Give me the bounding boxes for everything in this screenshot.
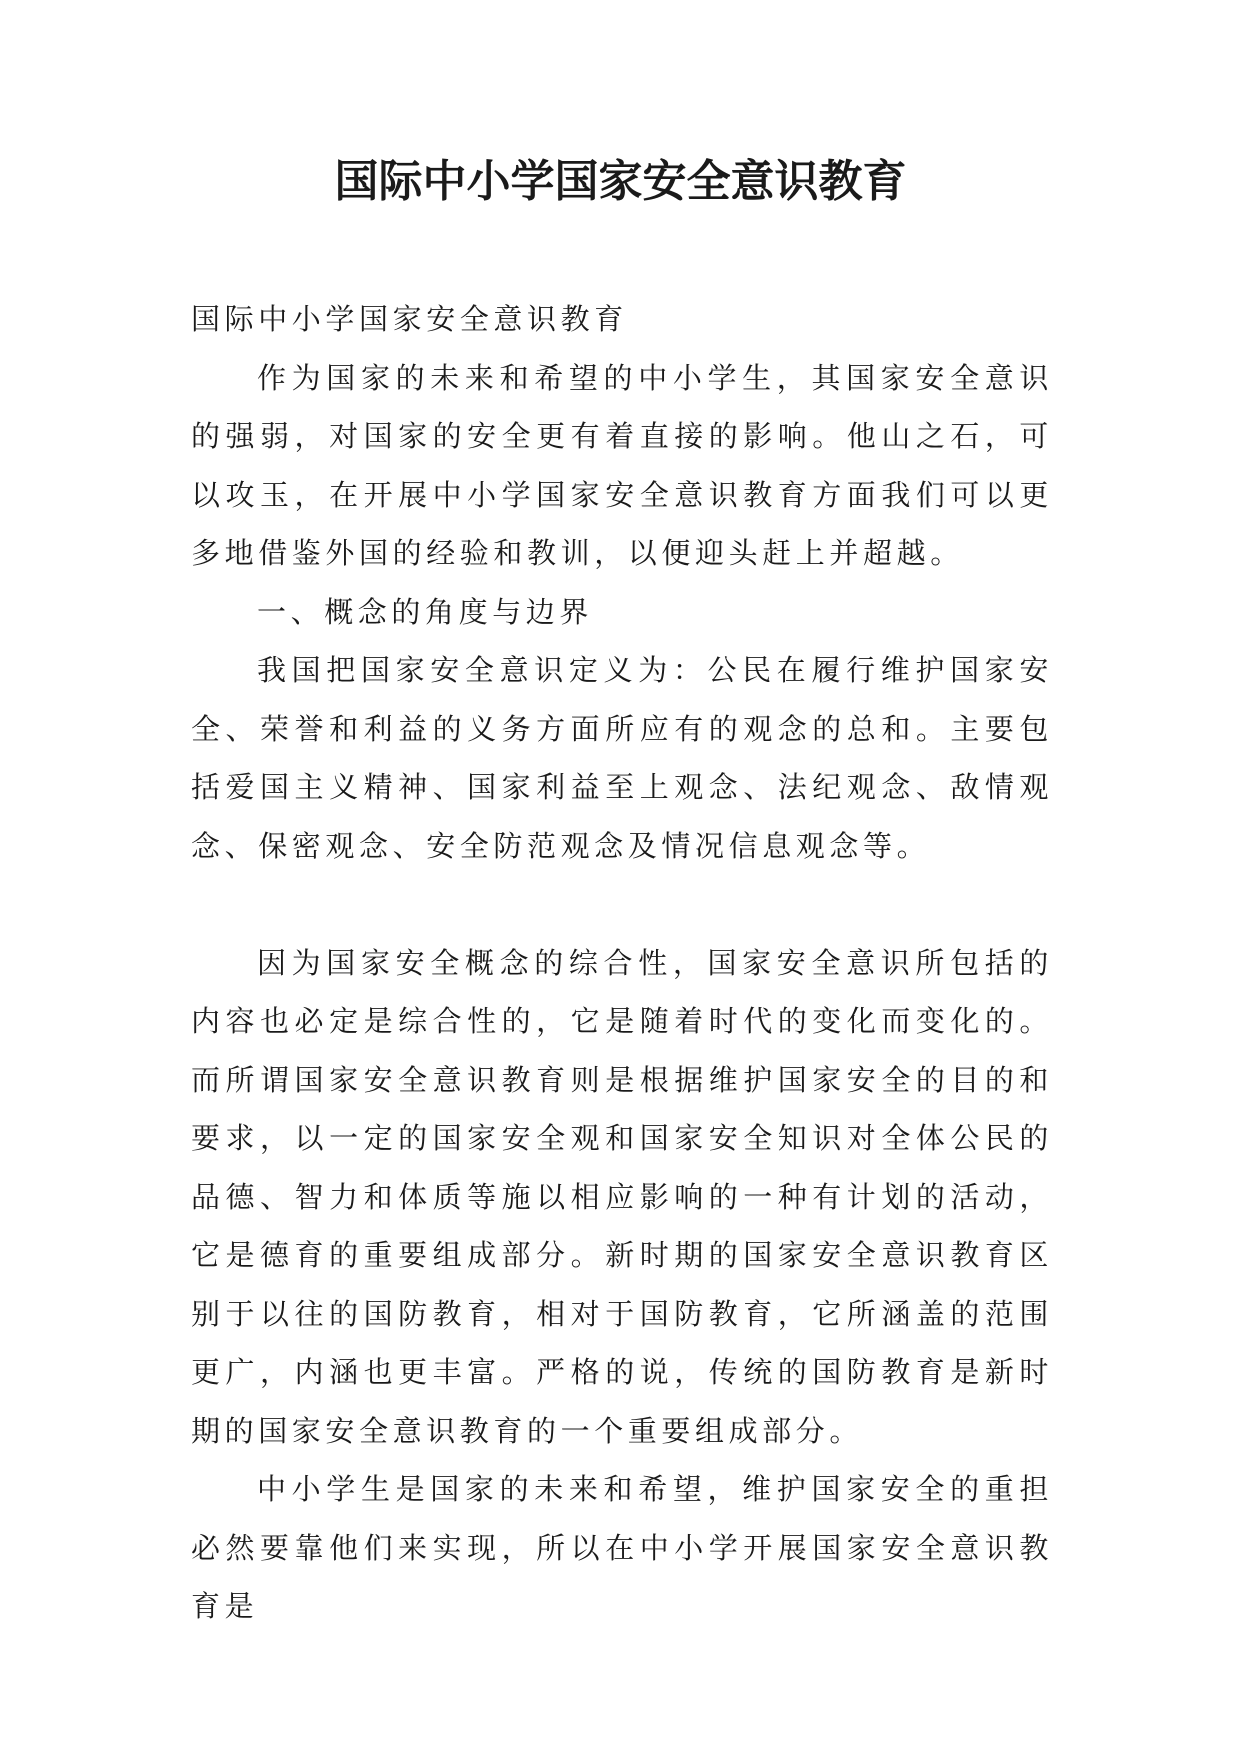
document-body xyxy=(191,290,1053,1636)
paragraph-concept: 因为国家安全概念的综合性，国家安全意识所包括的内容也必定是综合性的，它是随着时代的变化而变化的。而所谓国家安全意识教育则是根据维护国家安全的目的和要求，以一定的国家安全观和国家安全知识对全体公民的品德、智力和体质等施以相应影响的一种有计划的活动，它是德育的重要组成部分。新时期的国家安全意识教育区别于以往的国防教育，相对于国防教育，它所涵盖的范围更广，内涵也更丰富。严格的说，传统的国防教育是新时期的国家安全意识教育的一个重要组成部分。 xyxy=(191,945,1053,1448)
paragraph-spacer xyxy=(191,875,1053,934)
paragraph-intro: 作为国家的未来和希望的中小学生，其国家安全意识的强弱，对国家的安全更有着直接的影响。他山之石，可以攻玉，在开展中小学国家安全意识教育方面我们可以更多地借鉴外国的经验和教训，以便迎头赶上并超越。 xyxy=(191,360,1053,570)
section-heading: 一、概念的角度与边界 xyxy=(257,594,594,629)
paragraph-students: 中小学生是国家的未来和希望，维护国家安全的重担必然要靠他们来实现，所以在中小学开展国家安全意识教育是 xyxy=(191,1472,1053,1623)
document-title: 国际中小学国家安全意识教育 xyxy=(334,156,907,207)
document-subtitle: 国际中小学国家安全意识教育 xyxy=(191,302,628,336)
paragraph-definition: 我国把国家安全意识定义为：公民在履行维护国家安全、荣誉和利益的义务方面所应有的观念的总和。主要包括爱国主义精神、国家利益至上观念、法纪观念、敌情观念、保密观念、安全防范观念及情况信息观念等。 xyxy=(191,653,1053,863)
